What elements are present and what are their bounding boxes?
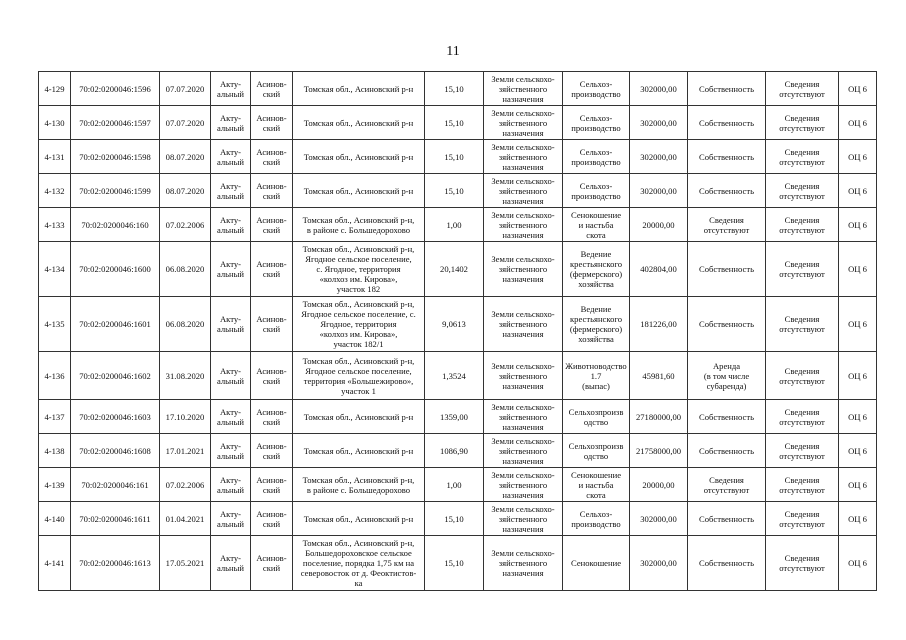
encumbrance-cell: Сведения отсутствуют — [766, 434, 839, 468]
status-cell: Акту- альный — [211, 536, 251, 591]
table-row — [39, 174, 877, 208]
district-cell: Асинов- ский — [251, 502, 293, 536]
permitted-use-cell: Животноводство 1.7 (выпас) — [563, 352, 630, 400]
area-cell: 1,00 — [425, 468, 484, 502]
table-row — [39, 468, 877, 502]
status-cell: Акту- альный — [211, 106, 251, 140]
table-row — [39, 536, 877, 591]
cadastral-value-cell: 181226,00 — [630, 297, 688, 352]
row-number-cell: 4-134 — [39, 242, 71, 297]
permitted-use-cell: Сельхоз- производство — [563, 502, 630, 536]
area-cell: 15,10 — [425, 502, 484, 536]
status-cell: Акту- альный — [211, 502, 251, 536]
cadastral-value-cell: 302000,00 — [630, 106, 688, 140]
area-cell: 9,0613 — [425, 297, 484, 352]
valuation-zone-cell: ОЦ 6 — [839, 536, 877, 591]
cadastral-value-cell: 302000,00 — [630, 174, 688, 208]
encumbrance-cell: Сведения отсутствуют — [766, 106, 839, 140]
registration-date-cell: 07.07.2020 — [160, 72, 211, 106]
registration-date-cell: 17.10.2020 — [160, 400, 211, 434]
permitted-use-cell: Сенокошение и настьба скота — [563, 468, 630, 502]
encumbrance-cell: Сведения отсутствуют — [766, 208, 839, 242]
status-cell: Акту- альный — [211, 242, 251, 297]
area-cell: 15,10 — [425, 536, 484, 591]
cadastral-value-cell: 302000,00 — [630, 72, 688, 106]
cadastral-number-cell: 70:02:0200046:1608 — [71, 434, 160, 468]
valuation-zone-cell: ОЦ 6 — [839, 242, 877, 297]
land-category-cell: Земли сельскохо- зяйственного назначения — [484, 536, 563, 591]
cadastral-number-cell: 70:02:0200046:1598 — [71, 140, 160, 174]
area-cell: 1,3524 — [425, 352, 484, 400]
cadastral-value-cell: 402804,00 — [630, 242, 688, 297]
encumbrance-cell: Сведения отсутствуют — [766, 400, 839, 434]
row-number-cell: 4-141 — [39, 536, 71, 591]
valuation-zone-cell: ОЦ 6 — [839, 106, 877, 140]
cadastral-value-cell: 302000,00 — [630, 536, 688, 591]
land-category-cell: Земли сельскохо- зяйственного назначения — [484, 400, 563, 434]
address-cell: Томская обл., Асиновский р-н — [293, 400, 425, 434]
permitted-use-cell: Ведение крестьянского (фермерского) хозяйства — [563, 297, 630, 352]
right-type-cell: Собственность — [688, 174, 766, 208]
table-row — [39, 434, 877, 468]
valuation-zone-cell: ОЦ 6 — [839, 400, 877, 434]
area-cell: 1359,00 — [425, 400, 484, 434]
land-category-cell: Земли сельскохо- зяйственного назначения — [484, 242, 563, 297]
land-category-cell: Земли сельскохо- зяйственного назначения — [484, 208, 563, 242]
right-type-cell: Собственность — [688, 536, 766, 591]
address-cell: Томская обл., Асиновский р-н — [293, 106, 425, 140]
area-cell: 1,00 — [425, 208, 484, 242]
right-type-cell: Собственность — [688, 297, 766, 352]
address-cell: Томская обл., Асиновский р-н — [293, 174, 425, 208]
cadastral-number-cell: 70:02:0200046:1613 — [71, 536, 160, 591]
status-cell: Акту- альный — [211, 400, 251, 434]
registration-date-cell: 17.01.2021 — [160, 434, 211, 468]
row-number-cell: 4-140 — [39, 502, 71, 536]
registration-date-cell: 08.07.2020 — [160, 174, 211, 208]
valuation-zone-cell: ОЦ 6 — [839, 502, 877, 536]
row-number-cell: 4-135 — [39, 297, 71, 352]
valuation-zone-cell: ОЦ 6 — [839, 468, 877, 502]
right-type-cell: Сведения отсутствуют — [688, 468, 766, 502]
encumbrance-cell: Сведения отсутствуют — [766, 140, 839, 174]
row-number-cell: 4-139 — [39, 468, 71, 502]
land-category-cell: Земли сельскохо- зяйственного назначения — [484, 140, 563, 174]
district-cell: Асинов- ский — [251, 352, 293, 400]
registration-date-cell: 06.08.2020 — [160, 242, 211, 297]
status-cell: Акту- альный — [211, 434, 251, 468]
cadastral-number-cell: 70:02:0200046:1600 — [71, 242, 160, 297]
registration-date-cell: 07.02.2006 — [160, 208, 211, 242]
cadastral-number-cell: 70:02:0200046:160 — [71, 208, 160, 242]
permitted-use-cell: Сенокошение и настьба скота — [563, 208, 630, 242]
permitted-use-cell: Сенокошение — [563, 536, 630, 591]
district-cell: Асинов- ский — [251, 106, 293, 140]
land-category-cell: Земли сельскохо- зяйственного назначения — [484, 106, 563, 140]
encumbrance-cell: Сведения отсутствуют — [766, 468, 839, 502]
status-cell: Акту- альный — [211, 174, 251, 208]
right-type-cell: Собственность — [688, 434, 766, 468]
cadastral-value-cell: 20000,00 — [630, 208, 688, 242]
table-row — [39, 106, 877, 140]
cadastral-number-cell: 70:02:0200046:1599 — [71, 174, 160, 208]
area-cell: 1086,90 — [425, 434, 484, 468]
cadastral-number-cell: 70:02:0200046:161 — [71, 468, 160, 502]
right-type-cell: Сведения отсутствуют — [688, 208, 766, 242]
address-cell: Томская обл., Асиновский р-н, Ягодное сельское поселение, с. Ягодное, территория «колхоз им. Кирова», участок 182 — [293, 242, 425, 297]
district-cell: Асинов- ский — [251, 72, 293, 106]
row-number-cell: 4-138 — [39, 434, 71, 468]
cadastral-number-cell: 70:02:0200046:1602 — [71, 352, 160, 400]
registration-date-cell: 07.07.2020 — [160, 106, 211, 140]
district-cell: Асинов- ский — [251, 468, 293, 502]
table-row — [39, 400, 877, 434]
district-cell: Асинов- ский — [251, 140, 293, 174]
land-category-cell: Земли сельскохо- зяйственного назначения — [484, 468, 563, 502]
encumbrance-cell: Сведения отсутствуют — [766, 352, 839, 400]
right-type-cell: Собственность — [688, 502, 766, 536]
registration-date-cell: 06.08.2020 — [160, 297, 211, 352]
table-row — [39, 208, 877, 242]
cadastral-value-cell: 21758000,00 — [630, 434, 688, 468]
table-row — [39, 352, 877, 400]
registration-date-cell: 31.08.2020 — [160, 352, 211, 400]
right-type-cell: Аренда (в том числе субаренда) — [688, 352, 766, 400]
table-row — [39, 297, 877, 352]
right-type-cell: Собственность — [688, 400, 766, 434]
status-cell: Акту- альный — [211, 140, 251, 174]
permitted-use-cell: Сельхоз- производство — [563, 174, 630, 208]
district-cell: Асинов- ский — [251, 174, 293, 208]
address-cell: Томская обл., Асиновский р-н — [293, 140, 425, 174]
district-cell: Асинов- ский — [251, 208, 293, 242]
district-cell: Асинов- ский — [251, 536, 293, 591]
row-number-cell: 4-133 — [39, 208, 71, 242]
status-cell: Акту- альный — [211, 72, 251, 106]
registration-date-cell: 08.07.2020 — [160, 140, 211, 174]
cadastral-value-cell: 302000,00 — [630, 502, 688, 536]
cadastral-value-cell: 20000,00 — [630, 468, 688, 502]
valuation-zone-cell: ОЦ 6 — [839, 434, 877, 468]
status-cell: Акту- альный — [211, 297, 251, 352]
district-cell: Асинов- ский — [251, 400, 293, 434]
permitted-use-cell: Сельхоз- производство — [563, 140, 630, 174]
right-type-cell: Собственность — [688, 106, 766, 140]
encumbrance-cell: Сведения отсутствуют — [766, 72, 839, 106]
table-row — [39, 72, 877, 106]
permitted-use-cell: Сельхоз- производство — [563, 106, 630, 140]
land-category-cell: Земли сельскохо- зяйственного назначения — [484, 174, 563, 208]
row-number-cell: 4-136 — [39, 352, 71, 400]
row-number-cell: 4-131 — [39, 140, 71, 174]
area-cell: 15,10 — [425, 72, 484, 106]
valuation-zone-cell: ОЦ 6 — [839, 208, 877, 242]
encumbrance-cell: Сведения отсутствуют — [766, 174, 839, 208]
table-row — [39, 502, 877, 536]
address-cell: Томская обл., Асиновский р-н — [293, 502, 425, 536]
area-cell: 20,1402 — [425, 242, 484, 297]
registration-date-cell: 01.04.2021 — [160, 502, 211, 536]
status-cell: Акту- альный — [211, 352, 251, 400]
valuation-zone-cell: ОЦ 6 — [839, 352, 877, 400]
valuation-zone-cell: ОЦ 6 — [839, 174, 877, 208]
page-number: 11 — [446, 44, 460, 59]
land-category-cell: Земли сельскохо- зяйственного назначения — [484, 502, 563, 536]
land-registry-table — [38, 71, 877, 591]
address-cell: Томская обл., Асиновский р-н — [293, 72, 425, 106]
district-cell: Асинов- ский — [251, 297, 293, 352]
encumbrance-cell: Сведения отсутствуют — [766, 297, 839, 352]
permitted-use-cell: Сельхоз- производство — [563, 72, 630, 106]
address-cell: Томская обл., Асиновский р-н, Ягодное сельское поселение, территория «Большежирово», участок 1 — [293, 352, 425, 400]
cadastral-value-cell: 27180000,00 — [630, 400, 688, 434]
encumbrance-cell: Сведения отсутствуют — [766, 242, 839, 297]
status-cell: Акту- альный — [211, 468, 251, 502]
valuation-zone-cell: ОЦ 6 — [839, 297, 877, 352]
permitted-use-cell: Сельхозпроизв одство — [563, 434, 630, 468]
right-type-cell: Собственность — [688, 140, 766, 174]
land-category-cell: Земли сельскохо- зяйственного назначения — [484, 434, 563, 468]
area-cell: 15,10 — [425, 174, 484, 208]
encumbrance-cell: Сведения отсутствуют — [766, 536, 839, 591]
cadastral-number-cell: 70:02:0200046:1596 — [71, 72, 160, 106]
registration-date-cell: 17.05.2021 — [160, 536, 211, 591]
row-number-cell: 4-129 — [39, 72, 71, 106]
address-cell: Томская обл., Асиновский р-н, Большедороховское сельское поселение, порядка 1,75 км на северовосток от д. Феоктистов- ка — [293, 536, 425, 591]
row-number-cell: 4-130 — [39, 106, 71, 140]
cadastral-number-cell: 70:02:0200046:1597 — [71, 106, 160, 140]
land-category-cell: Земли сельскохо- зяйственного назначения — [484, 72, 563, 106]
table-row — [39, 140, 877, 174]
permitted-use-cell: Ведение крестьянского (фермерского) хозяйства — [563, 242, 630, 297]
district-cell: Асинов- ский — [251, 434, 293, 468]
address-cell: Томская обл., Асиновский р-н, в районе с. Большедорохово — [293, 468, 425, 502]
address-cell: Томская обл., Асиновский р-н — [293, 434, 425, 468]
row-number-cell: 4-137 — [39, 400, 71, 434]
cadastral-value-cell: 45981,60 — [630, 352, 688, 400]
registration-date-cell: 07.02.2006 — [160, 468, 211, 502]
right-type-cell: Собственность — [688, 242, 766, 297]
area-cell: 15,10 — [425, 106, 484, 140]
valuation-zone-cell: ОЦ 6 — [839, 72, 877, 106]
cadastral-number-cell: 70:02:0200046:1601 — [71, 297, 160, 352]
cadastral-value-cell: 302000,00 — [630, 140, 688, 174]
cadastral-number-cell: 70:02:0200046:1603 — [71, 400, 160, 434]
right-type-cell: Собственность — [688, 72, 766, 106]
permitted-use-cell: Сельхозпроизв одство — [563, 400, 630, 434]
land-category-cell: Земли сельскохо- зяйственного назначения — [484, 352, 563, 400]
status-cell: Акту- альный — [211, 208, 251, 242]
area-cell: 15,10 — [425, 140, 484, 174]
land-category-cell: Земли сельскохо- зяйственного назначения — [484, 297, 563, 352]
cadastral-number-cell: 70:02:0200046:1611 — [71, 502, 160, 536]
row-number-cell: 4-132 — [39, 174, 71, 208]
encumbrance-cell: Сведения отсутствуют — [766, 502, 839, 536]
table-row — [39, 242, 877, 297]
address-cell: Томская обл., Асиновский р-н, Ягодное сельское поселение, с. Ягодное, территория «колхоз им. Кирова», участок 182/1 — [293, 297, 425, 352]
district-cell: Асинов- ский — [251, 242, 293, 297]
address-cell: Томская обл., Асиновский р-н, в районе с. Большедорохово — [293, 208, 425, 242]
valuation-zone-cell: ОЦ 6 — [839, 140, 877, 174]
